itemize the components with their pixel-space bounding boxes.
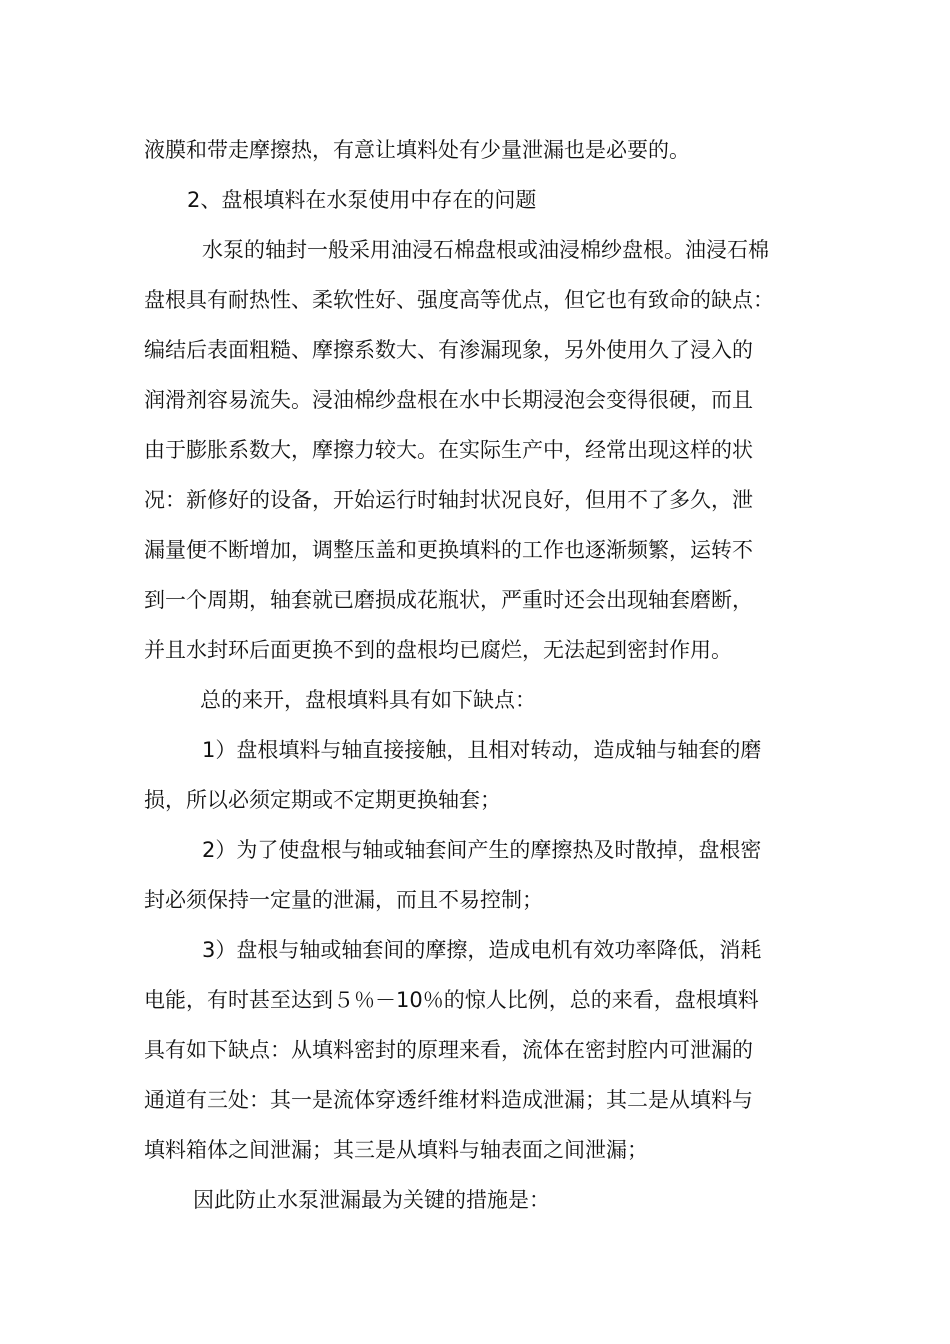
text-line: 并且水封环后面更换不到的盘根均已腐烂，无法起到密封作用。 [144,638,732,662]
text-line: 电能，有时甚至达到５％－10％的惊人比例，总的来看，盘根填料 [144,988,759,1012]
text-line: 况：新修好的设备，开始运行时轴封状况良好，但用不了多久，泄 [144,488,753,512]
text-line: 填料箱体之间泄漏；其三是从填料与轴表面之间泄漏； [144,1138,648,1162]
text-line: 漏量便不断增加，调整压盖和更换填料的工作也逐渐频繁，运转不 [144,538,753,562]
text-line: 具有如下缺点：从填料密封的原理来看，流体在密封腔内可泄漏的 [144,1038,753,1062]
text-line: 到一个周期，轴套就已磨损成花瓶状，严重时还会出现轴套磨断， [144,588,753,612]
list-item-2: 2）为了使盘根与轴或轴套间产生的摩擦热及时散掉，盘根密 [202,838,762,862]
text-line: 封必须保持一定量的泄漏，而且不易控制； [144,888,543,912]
text-line: 通道有三处：其一是流体穿透纤维材料造成泄漏；其二是从填料与 [144,1088,753,1112]
text-line: 水泵的轴封一般采用油浸石棉盘根或油浸棉纱盘根。油浸石棉 [202,238,769,262]
text-line: 编结后表面粗糙、摩擦系数大、有渗漏现象，另外使用久了浸入的 [144,338,753,362]
list-item-1: 1）盘根填料与轴直接接触，且相对转动，造成轴与轴套的磨 [202,738,762,762]
text-line: 润滑剂容易流失。浸油棉纱盘根在水中长期浸泡会变得很硬，而且 [144,388,753,412]
text-line: 因此防止水泵泄漏最为关键的措施是： [193,1188,550,1212]
text-line: 盘根具有耐热性、柔软性好、强度高等优点，但它也有致命的缺点： [144,288,774,312]
section-heading: 2、盘根填料在水泵使用中存在的问题 [187,188,537,212]
text-line: 由于膨胀系数大，摩擦力较大。在实际生产中，经常出现这样的状 [144,438,753,462]
text-line: 液膜和带走摩擦热，有意让填料处有少量泄漏也是必要的。 [144,138,690,162]
text-line: 总的来开，盘根填料具有如下缺点： [200,688,536,712]
text-line: 损，所以必须定期或不定期更换轴套； [144,788,501,812]
list-item-3: 3）盘根与轴或轴套间的摩擦，造成电机有效功率降低，消耗 [202,938,762,962]
